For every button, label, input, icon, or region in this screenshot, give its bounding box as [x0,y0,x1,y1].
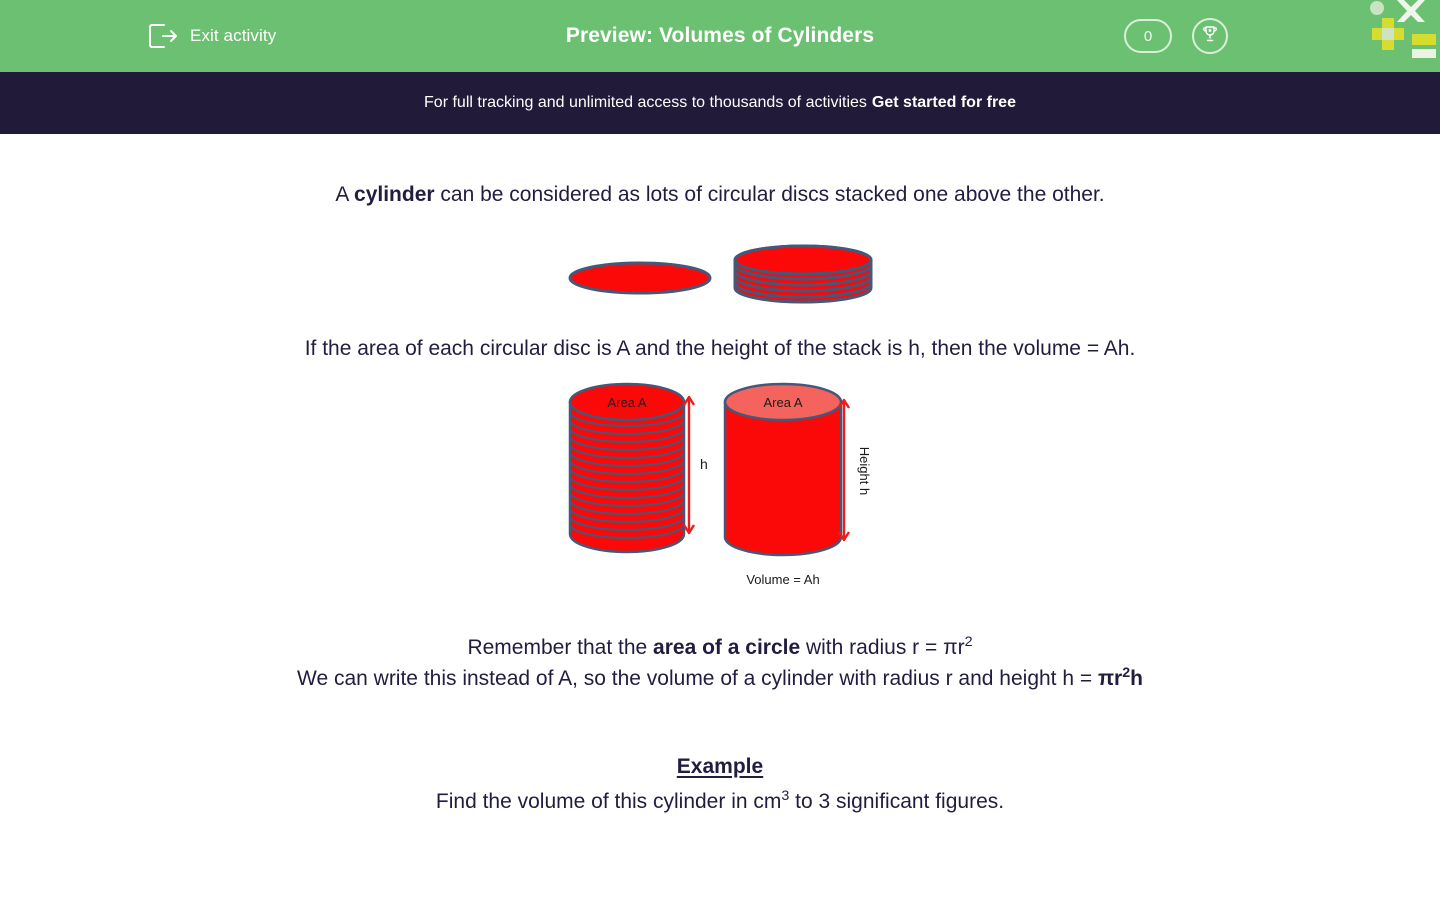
lesson-line-4 [0,664,1440,692]
example-question [0,788,1440,814]
example-question-exponent: 3 [781,788,790,804]
promo-banner [0,72,1440,134]
line1-part-c: can be considered as lots of circular discs stacked one above the other. [434,183,1105,206]
line4-formula-h: h [1130,667,1143,690]
score-value: 0 [1143,27,1153,45]
cylinders-figure [545,379,895,609]
example-question-part-a: Find the volume of this cylinder in cm [435,790,782,813]
exit-door-arrow-icon [148,23,178,49]
discs-figure [555,234,895,324]
trophy-button[interactable] [1192,18,1228,54]
header-actions [1124,0,1228,72]
single-red-disc [570,263,710,293]
example-heading-text: Example [676,755,764,778]
brand-decoration [1360,0,1440,60]
right-cylinder-area-label: Area A [763,395,803,410]
left-height-arrow [684,397,694,533]
lesson-content [0,134,1440,900]
line3-bold-area: area of a circle [653,636,801,659]
left-cylinder-area-label: Area A [607,395,647,410]
exit-activity-button[interactable] [148,0,276,72]
left-height-label: h [700,456,708,472]
example-heading [0,755,1440,779]
trophy-icon [1200,24,1220,49]
line3-part-c: with radius r = πr [800,636,965,659]
lesson-line-2: If the area of each circular disc is A and the height of the stack is h, then the volume = Ah. [304,337,1136,360]
right-height-label: Height h [857,446,872,496]
get-started-link[interactable]: Get started for free [871,94,1016,111]
line4-part-a: We can write this instead of A, so the volume of a cylinder with radius r and height h = [297,667,1098,690]
stacked-red-discs [735,246,871,302]
line4-exponent: 2 [1122,665,1131,681]
solid-cylinder [725,384,841,555]
line1-part-a: A [335,183,355,206]
stacked-disc-cylinder [570,384,684,552]
line1-bold-cylinder: cylinder [354,183,435,206]
page-title-text: Preview: Volumes of Cylinders [565,24,875,47]
line3-part-a: Remember that the [467,636,654,659]
promo-text: For full tracking and unlimited access to thousands of activities [424,94,867,111]
exit-activity-label: Exit activity [190,26,277,45]
volume-caption: Volume = Ah [746,572,820,587]
score-badge[interactable] [1124,19,1172,53]
app-header [0,0,1440,72]
lesson-line-3 [0,633,1440,661]
line4-formula-base: πr [1097,667,1123,690]
example-question-part-b: to 3 significant figures. [789,790,1005,813]
line3-exponent: 2 [964,634,973,650]
lesson-line-1 [0,181,1440,208]
